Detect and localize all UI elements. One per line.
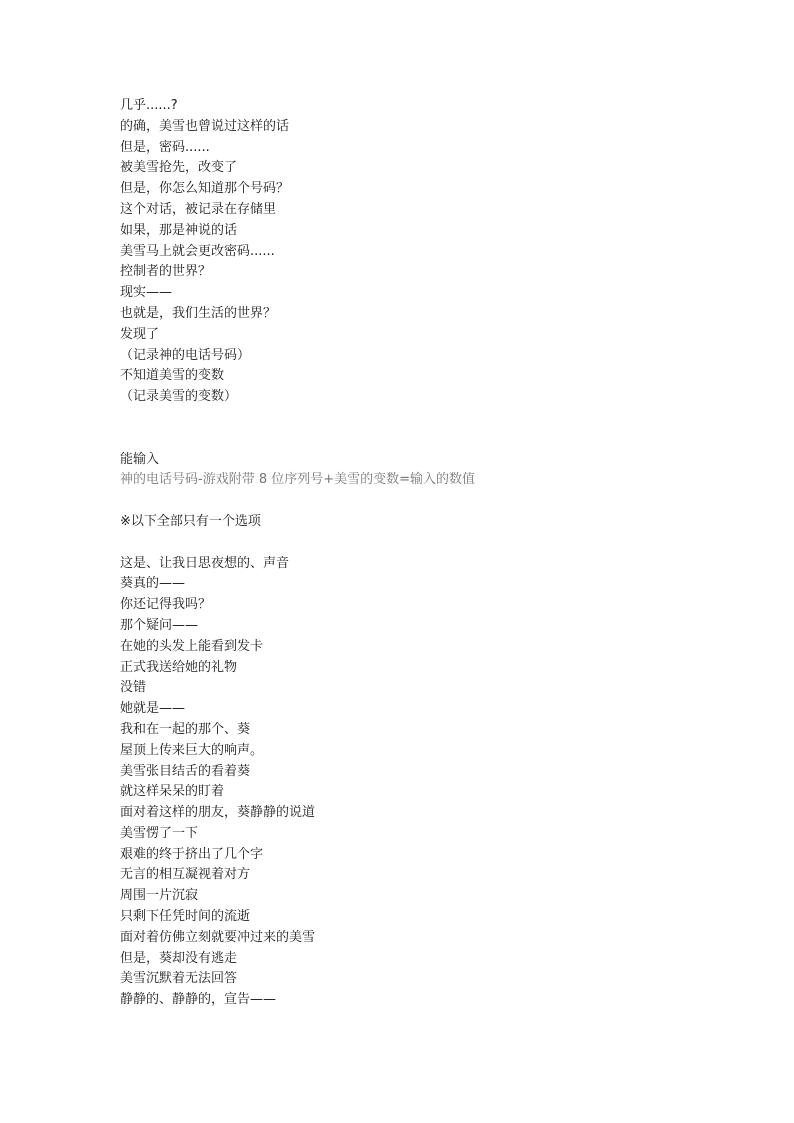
passage-3 bbox=[120, 554, 720, 1012]
passage-2 bbox=[120, 450, 720, 492]
text-line: 静静的、静静的，宣告—— bbox=[120, 992, 277, 1008]
text-line: 就这样呆呆的盯着 bbox=[120, 784, 225, 800]
text-line: 只剩下任凭时间的流逝 bbox=[120, 909, 251, 925]
spacer bbox=[120, 491, 720, 512]
text-line: 面对着仿佛立刻就要冲过来的美雪 bbox=[120, 929, 316, 945]
text-line: （记录美雪的变数） bbox=[120, 389, 238, 405]
text-line: 没错 bbox=[120, 680, 147, 696]
text-line: 被美雪抢先，改变了 bbox=[120, 160, 238, 176]
text-line: （记录神的电话号码） bbox=[120, 347, 251, 363]
text-line: 面对着这样的朋友，葵静静的说道 bbox=[120, 805, 316, 821]
text-line: 屋顶上传来巨大的响声。 bbox=[120, 742, 264, 758]
text-line: 几乎......? bbox=[120, 98, 178, 113]
section-heading: 能输入 bbox=[120, 451, 160, 467]
text-line: 这是、让我日思夜想的、声音 bbox=[120, 555, 290, 571]
text-line: 在她的头发上能看到发卡 bbox=[120, 638, 264, 654]
formula-line: 神的电话号码-游戏附带 8 位序列号+美雪的变数=输入的数值 bbox=[120, 472, 476, 488]
text-line: 无言的相互凝视着对方 bbox=[120, 867, 251, 883]
text-line: 美雪张目结舌的看着葵 bbox=[120, 763, 251, 779]
document-body bbox=[120, 96, 720, 1011]
text-line: 如果，那是神说的话 bbox=[120, 222, 238, 238]
text-line: 不知道美雪的变数 bbox=[120, 368, 225, 384]
text-line: 控制者的世界？ bbox=[120, 264, 212, 280]
text-line: 正式我送给她的礼物 bbox=[120, 659, 238, 675]
text-line: 但是，你怎么知道那个号码？ bbox=[120, 181, 290, 197]
text-line: 但是，密码...... bbox=[120, 139, 210, 155]
spacer bbox=[120, 408, 720, 450]
text-line: 现实—— bbox=[120, 285, 173, 301]
spacer bbox=[120, 533, 720, 554]
text-line: 艰难的终于挤出了几个字 bbox=[120, 846, 264, 862]
text-line: 葵真的—— bbox=[120, 576, 186, 592]
text-line: 我和在一起的那个、葵 bbox=[120, 721, 251, 737]
text-line: 发现了 bbox=[120, 326, 160, 342]
text-line: 美雪愣了一下 bbox=[120, 825, 199, 841]
text-line: 但是，葵却没有逃走 bbox=[120, 950, 238, 966]
text-line: 周围一片沉寂 bbox=[120, 888, 199, 904]
text-line: 你还记得我吗？ bbox=[120, 597, 212, 613]
text-line: 美雪马上就会更改密码...... bbox=[120, 243, 275, 259]
text-line: 她就是—— bbox=[120, 701, 186, 717]
text-line: 美雪沉默着无法回答 bbox=[120, 971, 238, 987]
text-line: 那个疑问—— bbox=[120, 617, 199, 633]
text-line: 这个对话，被记录在存储里 bbox=[120, 201, 277, 217]
passage-1 bbox=[120, 96, 720, 408]
note-line: ※以下全部只有一个选项 bbox=[120, 513, 261, 529]
text-line: 的确，美雪也曾说过这样的话 bbox=[120, 118, 290, 134]
text-line: 也就是，我们生活的世界？ bbox=[120, 305, 277, 321]
